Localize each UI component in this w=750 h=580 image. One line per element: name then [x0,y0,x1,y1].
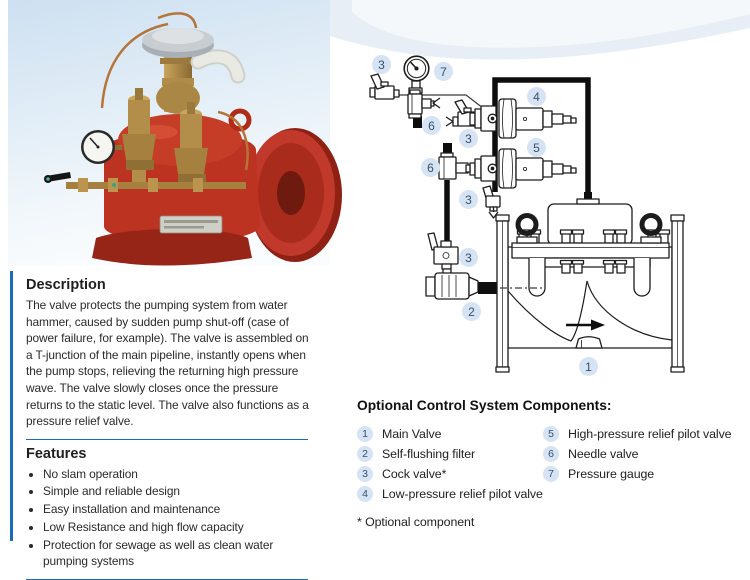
legend-label: High-pressure relief pilot valve [568,427,732,441]
legend-badge: 6 [543,446,559,462]
diagram-badge-needle-valve-top: 6 [422,116,441,135]
legend-column-1 [357,426,543,506]
legend-label: Low-pressure relief pilot valve [382,487,543,501]
legend-label: Self-flushing filter [382,447,476,461]
legend-heading: Optional Control System Components: [357,398,612,413]
legend-item [357,426,543,442]
pilot-valve-icon-high-pressure [470,149,576,188]
product-photo [8,0,330,266]
diagram-badge-cock-valve-pilot4: 3 [459,129,478,148]
legend-footnote: * Optional component [357,515,475,529]
divider [26,439,308,440]
features-list [26,466,318,569]
main-valve-drawing [496,199,684,372]
feature-item: • No slam operation [43,466,318,482]
diagram-badge-main-valve: 1 [579,357,598,376]
feature-item: • Simple and reliable design [43,483,318,499]
diagram-badge-self-flushing-filter: 2 [462,302,481,321]
legend-badge: 2 [357,446,373,462]
legend-label: Main Valve [382,427,442,441]
legend-item [357,466,543,482]
needle-valve-icon-mid [439,153,470,179]
background-swoosh [298,0,750,60]
feature-item: • Easy installation and maintenance [43,501,318,517]
legend-badge: 3 [357,466,373,482]
legend-label: Pressure gauge [568,467,655,481]
legend-badge: 5 [543,426,559,442]
cock-valve-icon-inlet [428,233,458,275]
self-flushing-filter-icon [426,273,478,299]
legend-item [357,446,543,462]
legend-item [357,486,543,502]
needle-valve-icon-top [408,90,440,118]
legend-label: Cock valve* [382,467,447,481]
legend-badge: 4 [357,486,373,502]
diagram-badge-low-pressure-pilot: 4 [527,87,546,106]
legend-column-2 [543,426,743,506]
description-heading: Description [26,277,106,293]
left-text-column [10,271,312,568]
diagram-badge-needle-valve-mid: 6 [421,158,440,177]
feature-item: • Protection for sewage as well as clean water pumping systems [43,537,318,569]
components-legend [357,398,743,529]
pilot-valve-icon-low-pressure [470,99,576,138]
description-body: The valve protects the pumping system from water hammer, caused by sudden pump shut-off (case of power failure, for example). The valve is assembled on a T-junction of the main pipeline, instantly opens when the pump stops, relieving the returning high pressure wave. The valve slowly closes once the pressure returns to the static level. The valve also functions as a pressure relief valve. [26,298,309,429]
diagram-badge-pressure-gauge: 7 [434,62,453,81]
legend-item [543,446,743,462]
legend-item [543,466,743,482]
legend-badge: 7 [543,466,559,482]
diagram-badge-cock-valve-vent: 3 [459,190,478,209]
legend-item [543,426,743,442]
diagram-badge-high-pressure-pilot: 5 [527,138,546,157]
legend-badge: 1 [357,426,373,442]
pressure-gauge-icon [404,56,429,93]
legend-label: Needle valve [568,447,639,461]
features-heading: Features [26,445,87,462]
cock-valve-icon-top [370,74,399,99]
feature-item: • Low Resistance and high flow capacity [43,519,318,535]
diagram-badge-cock-valve-top: 3 [372,55,391,74]
diagram-badge-cock-valve-inlet: 3 [459,248,478,267]
